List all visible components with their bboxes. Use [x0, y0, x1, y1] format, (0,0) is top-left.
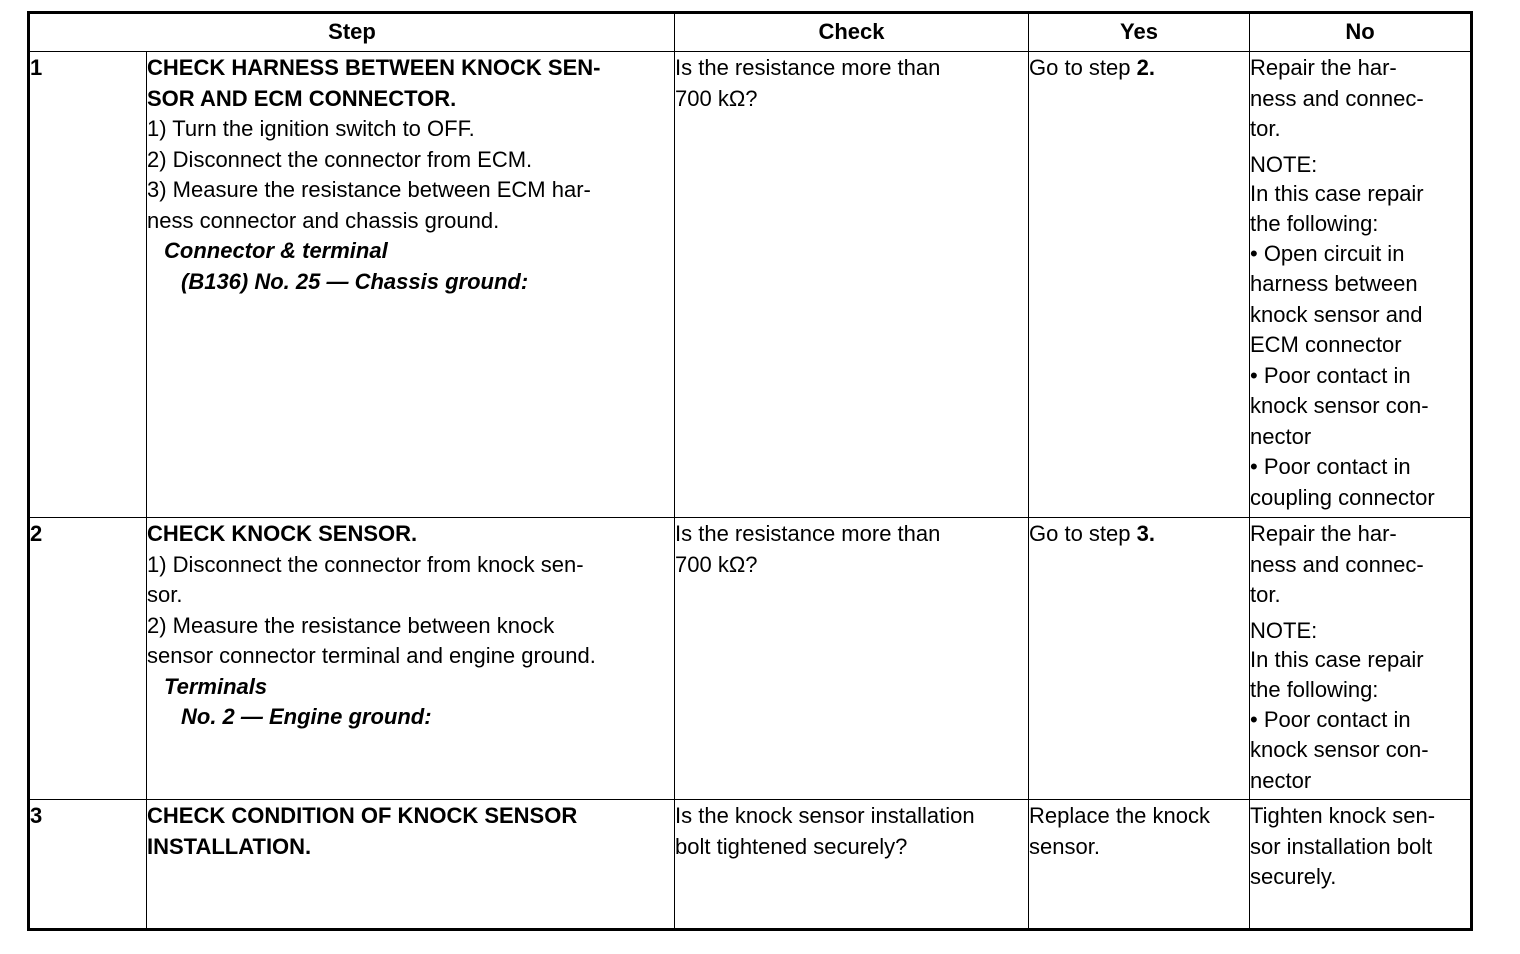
table-row [29, 800, 1472, 930]
header-yes: Yes [1029, 13, 1250, 52]
no-line: Repair the har- [1250, 55, 1397, 80]
header-check: Check [675, 13, 1029, 52]
bullet-line: coupling connector [1250, 484, 1435, 510]
check-line: bolt tightened securely? [675, 833, 908, 859]
no-line: Repair the har- [1250, 521, 1397, 546]
bullet-line: ECM connector [1250, 332, 1402, 357]
spec-value: (B136) No. 25 — Chassis ground: [181, 268, 529, 294]
header-step: Step [29, 13, 675, 52]
no-line: ness and connec- [1250, 85, 1424, 111]
header-row [29, 13, 1472, 52]
check-line: 700 kΩ? [675, 551, 758, 577]
header-no: No [1250, 13, 1472, 52]
check-line: Is the knock sensor installation [675, 803, 975, 828]
step-number-text: 1 [30, 55, 43, 80]
step-instruction: 3) Measure the resistance between ECM har- [147, 177, 591, 202]
bullet-line: nector [1250, 423, 1312, 449]
bullet-line: nector [1250, 767, 1312, 793]
no-cell [1250, 52, 1472, 518]
step-instruction: 1) Disconnect the connector from knock sen- [147, 551, 584, 577]
yes-text: Go to step [1029, 521, 1137, 546]
no-line: tor. [1250, 116, 1281, 141]
bullet-line: • Poor contact in [1250, 362, 1411, 388]
step-instruction: sensor connector terminal and engine ground. [147, 643, 596, 668]
step-instruction: 2) Measure the resistance between knock [147, 612, 555, 638]
diagnostic-table [27, 11, 1473, 931]
yes-text: Go to step [1029, 55, 1137, 80]
bullet-line: knock sensor and [1250, 301, 1423, 327]
yes-step-ref: 2. [1136, 55, 1155, 80]
step-cell [147, 800, 675, 930]
no-line: securely. [1250, 864, 1337, 889]
note-line: the following: [1250, 210, 1379, 236]
yes-cell [1029, 800, 1250, 930]
table-row [29, 52, 1472, 518]
check-cell [675, 800, 1029, 930]
step-instruction: sor. [147, 582, 183, 607]
note-line: the following: [1250, 676, 1379, 702]
yes-step-ref: 3. [1136, 521, 1155, 546]
note-heading: NOTE: [1250, 151, 1318, 177]
bullet-line: harness between [1250, 271, 1418, 296]
check-line: 700 kΩ? [675, 85, 758, 111]
yes-cell [1029, 52, 1250, 518]
step-title-line: CHECK HARNESS BETWEEN KNOCK SEN- [147, 55, 601, 80]
note-line: In this case repair [1250, 180, 1424, 206]
bullet-line: • Poor contact in [1250, 454, 1411, 479]
step-number-text: 3 [30, 803, 43, 828]
spec-label: Terminals [164, 673, 268, 699]
table-row [29, 518, 1472, 800]
no-line: Tighten knock sen- [1250, 803, 1436, 828]
step-instruction: 2) Disconnect the connector from ECM. [147, 146, 533, 172]
yes-cell [1029, 518, 1250, 800]
yes-line: Replace the knock [1029, 803, 1210, 828]
no-line: ness and connec- [1250, 551, 1424, 577]
bullet-line: knock sensor con- [1250, 737, 1429, 762]
check-cell [675, 52, 1029, 518]
step-number [29, 800, 147, 930]
no-line: tor. [1250, 582, 1281, 607]
step-instruction: 1) Turn the ignition switch to OFF. [147, 116, 475, 141]
check-line: Is the resistance more than [675, 55, 941, 80]
bullet-line: knock sensor con- [1250, 393, 1429, 418]
spec-label: Connector & terminal [164, 238, 388, 263]
step-number-text: 2 [30, 521, 43, 546]
step-number [29, 518, 147, 800]
step-title-line: SOR AND ECM CONNECTOR. [147, 85, 457, 111]
step-number [29, 52, 147, 518]
step-instruction: ness connector and chassis ground. [147, 207, 500, 233]
check-line: Is the resistance more than [675, 521, 941, 546]
no-cell [1250, 518, 1472, 800]
bullet-line: • Open circuit in [1250, 240, 1405, 266]
spec-value: No. 2 — Engine ground: [181, 704, 432, 729]
no-line: sor installation bolt [1250, 833, 1433, 859]
yes-line: sensor. [1029, 833, 1100, 859]
step-cell [147, 518, 675, 800]
step-title-line: INSTALLATION. [147, 833, 312, 859]
step-title-line: CHECK CONDITION OF KNOCK SENSOR [147, 803, 578, 828]
step-cell [147, 52, 675, 518]
note-line: In this case repair [1250, 646, 1424, 672]
no-cell [1250, 800, 1472, 930]
bullet-line: • Poor contact in [1250, 706, 1411, 732]
step-title-line: CHECK KNOCK SENSOR. [147, 521, 418, 546]
check-cell [675, 518, 1029, 800]
note-heading: NOTE: [1250, 617, 1318, 643]
